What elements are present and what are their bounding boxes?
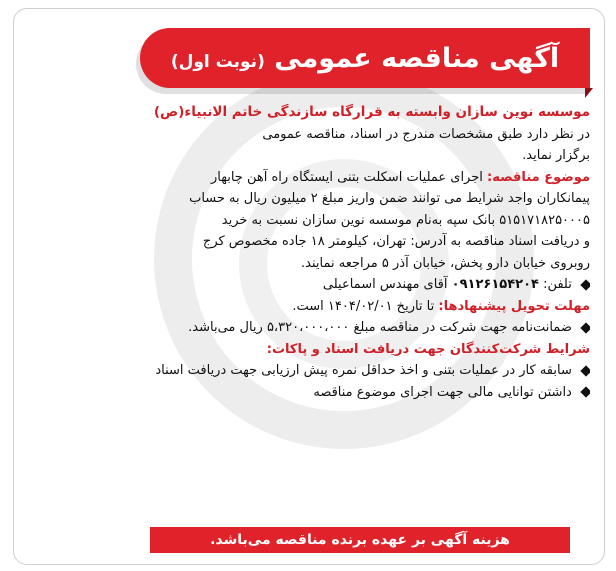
- condition-text-1: سابقه کار در عملیات بتنی و اخذ حداقل نمره پیش ارزیابی جهت دریافت اسناد: [155, 363, 572, 378]
- subject-line: [22, 167, 590, 189]
- subject-line-5: روبروی خیابان دارو پخش، خیابان آذر ۵ مراجعه نمایند.: [301, 255, 590, 271]
- footer-note: هزینه آگهی بر عهده برنده مناقصه می‌باشد.: [150, 527, 570, 553]
- notice-title: [171, 43, 559, 74]
- phone-label: تلفن:: [543, 277, 572, 292]
- condition-text-2: داشتن توانایی مالی جهت اجرای موضوع مناقصه: [313, 384, 572, 400]
- bullet-icon: [580, 365, 590, 376]
- phone-number: ۰۹۱۲۶۱۵۴۲۰۴: [451, 277, 539, 292]
- subject-label: موضوع مناقصه:: [487, 169, 590, 185]
- phone-contact: آقای مهندس اسماعیلی: [322, 277, 448, 292]
- guarantee-text: ضمانت‌نامه جهت شرکت در مناقصه مبلغ ۵،۳۲۰،۰۰۰،۰۰۰ ریال می‌باشد.: [188, 320, 572, 335]
- title-banner: [140, 28, 590, 88]
- notice-round: (نوبت اول): [170, 51, 265, 72]
- intro-line-1: در نظر دارد طبق مشخصات مندرج در اسناد، مناقصه عمومی: [262, 126, 590, 142]
- subject-line-2: پیمانکاران واجد شرایط می توانند ضمن واریز مبلغ ۲ میلیون ریال به حساب: [189, 191, 590, 206]
- notice-body: [22, 102, 590, 550]
- subject-line-3: ۵۱۵۱۷۱۸۲۵۰۰۰۵ بانک سپه به‌نام موسسه نوین سازان نسبت به خرید: [221, 212, 590, 228]
- notice-title-text: آگهی مناقصه عمومی: [274, 42, 560, 74]
- bullet-icon: [580, 322, 590, 333]
- deadline-label: مهلت تحویل پیشنهادها:: [438, 298, 590, 314]
- condition-item-2: [22, 382, 590, 404]
- intro-line-2: برگزار نماید.: [522, 148, 590, 163]
- bullet-icon: [580, 279, 590, 290]
- guarantee-line: [22, 317, 590, 339]
- organization-line: موسسه نوین سازان وابسته به قرارگاه سازندگی خاتم الانبیاء(ص): [153, 104, 590, 120]
- subject-text: اجرای عملیات اسکلت بتنی ایستگاه راه آهن چابهار: [210, 169, 483, 185]
- phone-line: [22, 274, 590, 296]
- deadline-text: تا تاریخ ۱۴۰۴/۰۲/۰۱ است.: [292, 298, 435, 314]
- subject-line-4: و دریافت اسناد مناقصه به آدرس: تهران، کیلومتر ۱۸ جاده مخصوص کرج: [202, 234, 590, 249]
- banner-fold: [585, 88, 593, 98]
- condition-item-1: [22, 360, 590, 382]
- conditions-heading: شرایط شرکت‌کنندگان جهت دریافت اسناد و پاکات:: [266, 341, 590, 357]
- bullet-icon: [580, 386, 590, 397]
- deadline-line: [22, 296, 590, 318]
